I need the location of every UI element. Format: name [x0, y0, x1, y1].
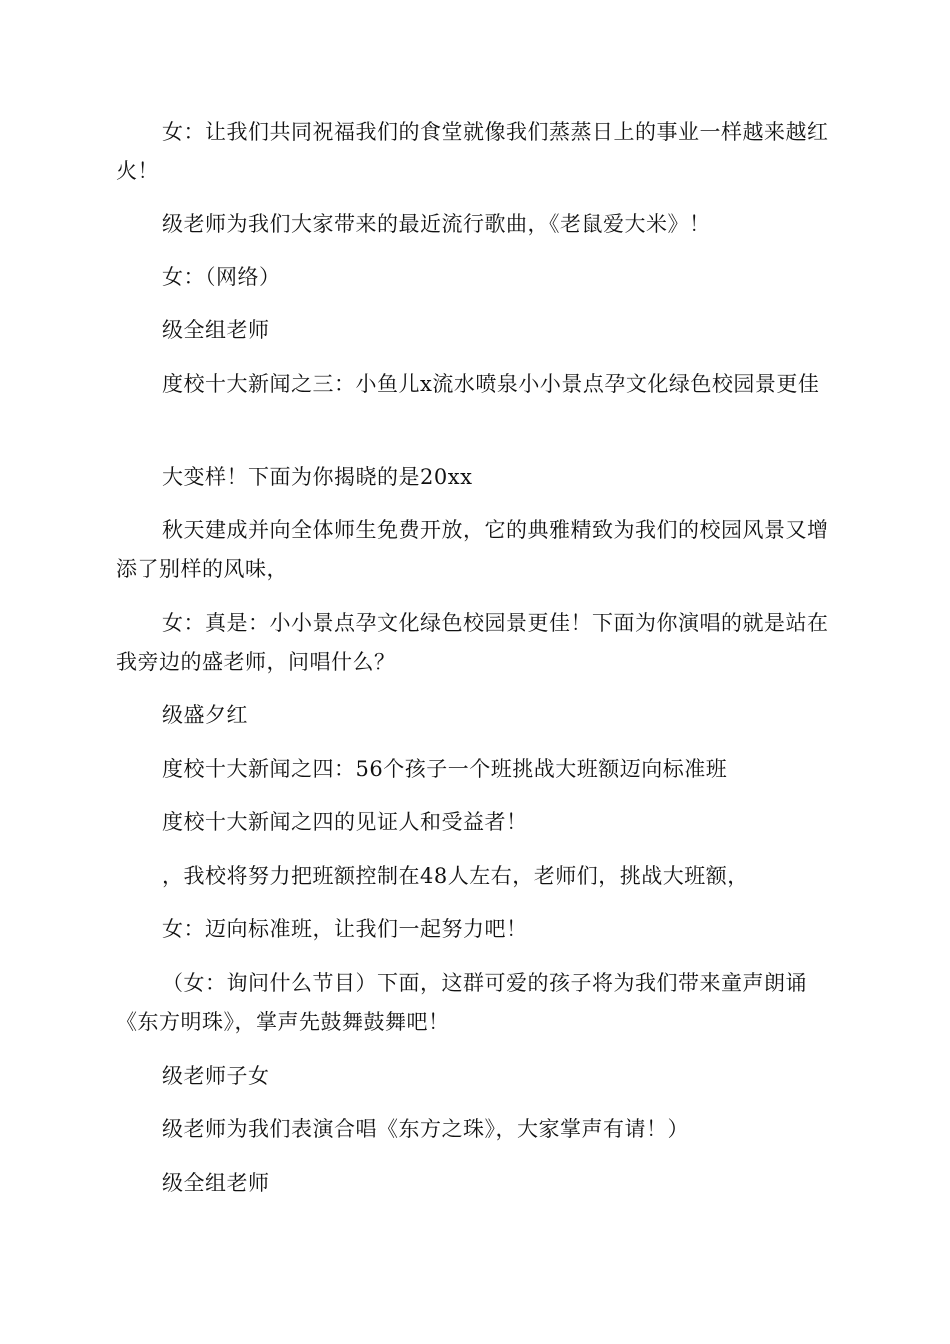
paragraph-15: 级老师子女 — [162, 1064, 270, 1088]
paragraph-3: 女：（网络） — [162, 265, 281, 289]
paragraph-6: 大变样！下面为你揭晓的是20xx — [162, 465, 473, 489]
paragraph-4: 级全组老师 — [162, 318, 270, 342]
paragraph-17: 级全组老师 — [162, 1171, 270, 1195]
paragraph-2: 级老师为我们大家带来的最近流行歌曲，《老鼠爱大米》！ — [162, 212, 711, 236]
paragraph-1: 女：让我们共同祝福我们的食堂就像我们蒸蒸日上的事业一样越来越红火！ — [116, 120, 829, 183]
paragraph-12: ，我校将努力把班额控制在48人左右，老师们，挑战大班额， — [162, 864, 749, 888]
paragraph-13: 女：迈向标准班，让我们一起努力吧！ — [162, 917, 528, 941]
paragraph-16: 级老师为我们表演合唱《东方之珠》，大家掌声有请！） — [162, 1117, 689, 1141]
paragraph-14: （女：询问什么节目）下面，这群可爱的孩子将为我们带来童声朗诵《东方明珠》，掌声先鼓舞鼓舞吧！ — [116, 971, 807, 1034]
paragraph-8: 女：真是：小小景点孕文化绿色校园景更佳！下面为你演唱的就是站在我旁边的盛老师，问唱什么？ — [116, 611, 829, 674]
paragraph-7: 秋天建成并向全体师生免费开放，它的典雅精致为我们的校园风景又增添了别样的风味， — [116, 518, 829, 581]
paragraph-10: 度校十大新闻之四：56个孩子一个班挑战大班额迈向标准班 — [162, 757, 728, 781]
paragraph-9: 级盛夕红 — [162, 703, 248, 727]
paragraph-5: 度校十大新闻之三：小鱼儿x流水喷泉小小景点孕文化绿色校园景更佳 — [162, 372, 820, 396]
paragraph-11: 度校十大新闻之四的见证人和受益者！ — [162, 810, 528, 834]
